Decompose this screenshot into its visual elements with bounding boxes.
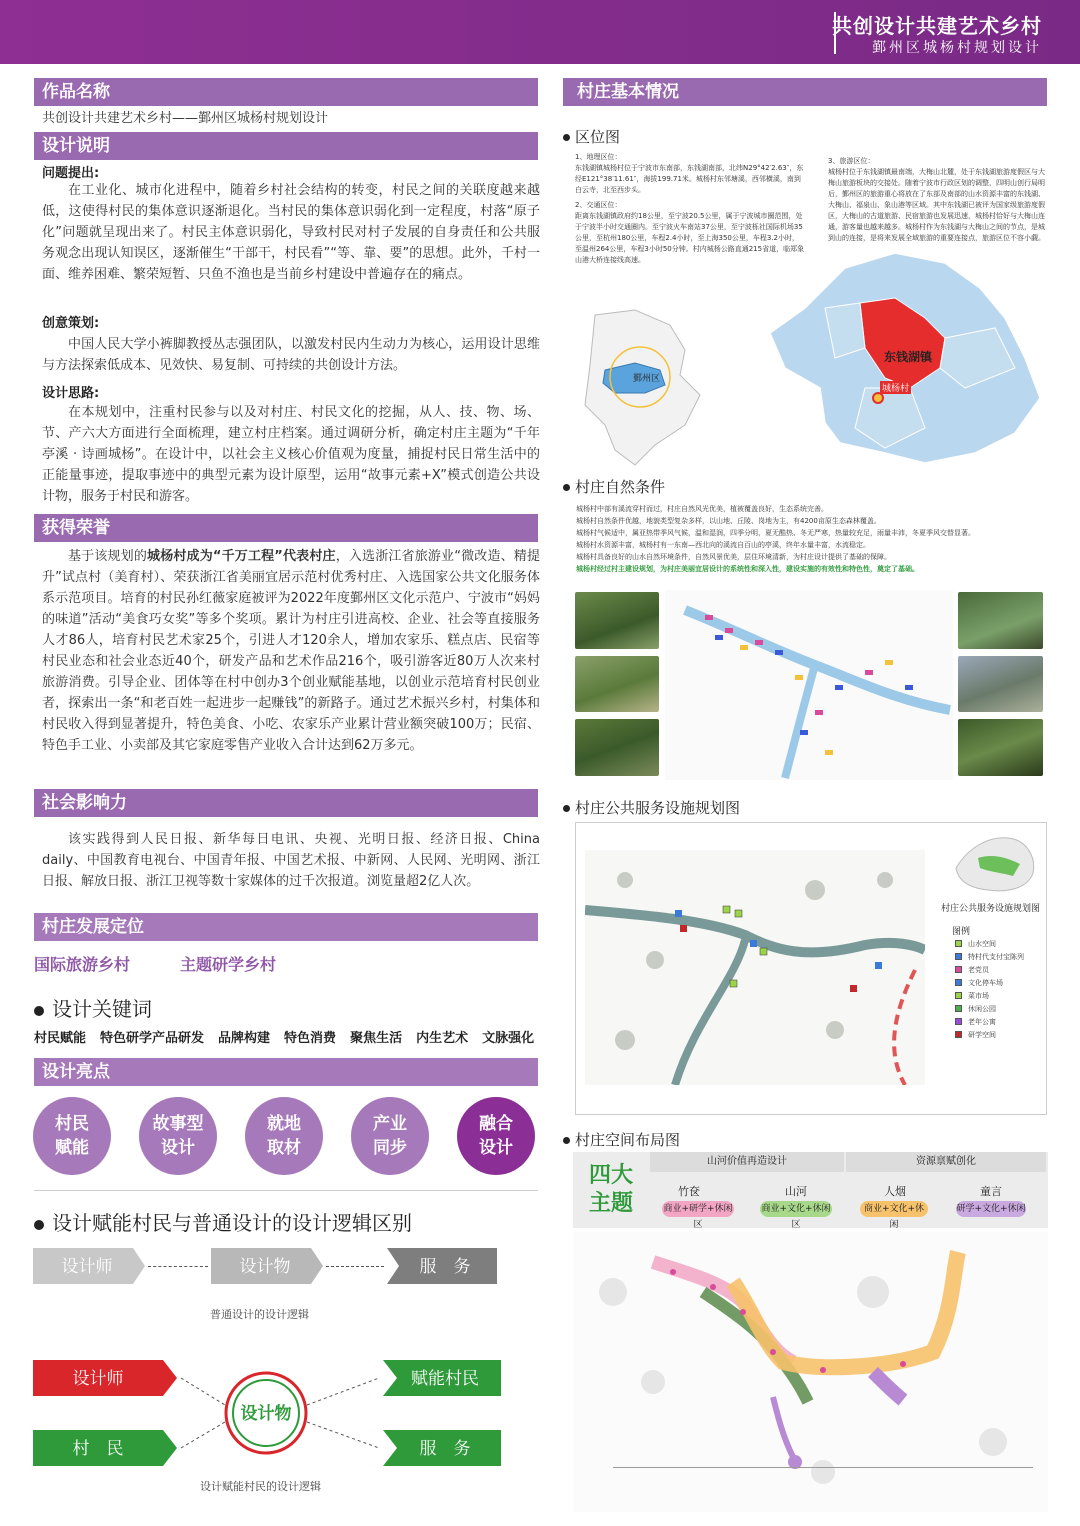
bullet-icon	[34, 1006, 44, 1016]
public-service-map	[585, 850, 925, 1085]
facility-marker	[850, 985, 857, 992]
nature-photo	[575, 592, 659, 649]
theme-name: 竹奁	[678, 1185, 700, 1198]
nature-photo	[575, 719, 659, 776]
village-marker	[873, 393, 883, 403]
honor-text: 基于该规划的城杨村成为“千万工程”代表村庄，入选浙江省旅游业“微改造、精提升”试点村（美育村）、荣获浙江省美丽宜居示范村优秀村庄、入选国家公共文化服务体系示范项目。培育的村民孙红薇家庭被评为2022年度鄞州区文化示范户、宁波市“妈妈的味道”活动“美食巧女奖”等多个奖项。累计为村庄引进高校、企业、社会等直接服务人才86人，培育村民艺术家25个，引进人才120余人，增加农家乐、糕点店、民宿等村民业态和社会业态近40个，研发产品和艺术作品216个，吸引游客近80万人次来村旅游消费。引导企业、团体等在村中创办3个创业赋能基地，以创业示范培育村民创业者，探索出一条“和老百姓一起进步一起赚钱”的新路子。通过艺术振兴乡村，村集体和村民收入得到显著提升，特色美食、小吃、农家乐产业累计营业额突破100万；民宿、特色手工业、小卖部及其它家庭零售产业收入合计达到62万多元。	[42, 549, 540, 753]
bullet-icon	[563, 134, 570, 141]
honor-highlight: 城杨村成为“千万工程”代表村庄	[147, 549, 336, 564]
facility-marker	[735, 910, 742, 917]
facility-marker	[723, 906, 730, 913]
nature-title: 村庄自然条件	[563, 476, 665, 497]
legend-swatch	[955, 953, 962, 960]
node-marker	[670, 1269, 676, 1275]
region-map	[575, 305, 715, 470]
tree-shape	[857, 1276, 889, 1308]
highlights-heading: 设计亮点	[34, 1058, 538, 1086]
legend-swatch	[955, 1018, 962, 1025]
design-heading: 设计说明	[34, 132, 538, 160]
tree-shape	[979, 1428, 1007, 1456]
normal-logic-designer: 设计师	[61, 1257, 113, 1277]
building-block	[835, 685, 843, 690]
theme-tag: 研学+文化+休闲	[956, 1201, 1026, 1217]
theme-group-1: 山河价值再造设计	[650, 1152, 844, 1172]
village-label: 城杨村	[880, 381, 911, 394]
building-block	[905, 685, 913, 690]
node-marker	[770, 1349, 776, 1355]
positioning-heading: 村庄发展定位	[34, 913, 538, 941]
tree-shape	[826, 1021, 844, 1039]
building-block	[775, 650, 783, 655]
legend-swatch	[955, 940, 962, 947]
legend-item: 山水空间	[955, 937, 1024, 950]
normal-logic-service: 服 务	[419, 1257, 471, 1277]
public-title: 村庄公共服务设施规划图	[563, 797, 740, 818]
tree-shape	[599, 1278, 627, 1306]
nature-photo	[575, 656, 659, 712]
inset-title: 村庄公共服务设施规划图	[941, 904, 1041, 914]
node-marker	[710, 1284, 716, 1290]
building-block	[795, 675, 803, 680]
impact-heading: 社会影响力	[34, 789, 538, 817]
building-block	[885, 660, 893, 665]
legend-item: 特村代支付宝陈列	[955, 950, 1024, 963]
dashed-connector	[148, 1266, 208, 1267]
node-marker	[788, 1455, 802, 1469]
header-subtitle: 鄞州区城杨村规划设计	[872, 40, 1042, 56]
inset-map	[948, 828, 1040, 898]
tour-location-text: 3、旅游区位： 城杨村位于东钱湖镇最南端，大梅山北麓，处于东钱湖旅游度假区与大梅山旅游板块的交接处。随着宁波市行政区划的调整，四明山创行局明后，鄞州区的旅游重心将放在了东部及南部的山水资源丰富的东钱湖、大梅山、福泉山、象山港等区域。其中东钱湖已被评为国家级旅游度假区，大梅山的古道旅游、民宿旅游也发展迅速，城杨村恰好与大梅山连通，游客量也越来越多。城杨村作为东钱湖与大梅山之间的节点，是城到山的连接，是将来发展全域旅游的重要连接点，旅游区位不容小觑。	[828, 157, 1045, 242]
plan-text: 中国人民大学小裤脚教授丛志强团队，以激发村民内生动力为核心，运用设计思维与方法探索低成本、见效快、易复制、可持续的共创设计方法。	[42, 337, 540, 373]
problem-text: 在工业化、城市化进程中，随着乡村社会结构的转变，村民之间的关联度越来越低，这使得村民的集体意识逐渐退化。当村民的集体意识弱化到一定程度，村落“原子化”问题就呈现出来了。村民主体意识弱化，导致村民对村子发展的自身责任和公共服务观念出现认知误区，逐渐催生“干部干，村民看”“等、靠、要”的思想。此外，千村一面、维养困难、繁荣短暂、只鱼不渔也是当前乡村建设中普遍存在的痛点。	[42, 183, 540, 282]
location-title: 区位图	[563, 126, 620, 147]
spatial-layout-map	[573, 1232, 1048, 1512]
geo-location-text: 1、地理区位： 东钱湖镇城杨村位于宁波市东南部，东钱湖南部，北纬N29°42′2.63″，东经E121°38′11.61″，海拔199.71米。城杨村东邻塘溪，西邻横溪，南到白云寺，北至西步头。	[575, 153, 804, 194]
tree-shape	[641, 1370, 665, 1394]
highlight-circle: 村民 赋能	[33, 1097, 111, 1175]
map-background	[585, 850, 925, 1085]
positioning-item-1: 国际旅游乡村	[34, 955, 131, 974]
header-title: 共创设计共建艺术乡村	[832, 14, 1042, 38]
highlight-circle: 就地 取材	[245, 1097, 323, 1175]
legend-swatch	[955, 992, 962, 999]
theme-tag: 商业+文化+休闲	[860, 1201, 928, 1217]
legend-swatch	[955, 966, 962, 973]
bullet-icon	[34, 1220, 44, 1230]
logic-title: 设计赋能村民与普通设计的设计逻辑区别	[34, 1207, 412, 1236]
plan-label: 创意策划:	[42, 316, 100, 331]
facility-marker	[730, 980, 737, 987]
positioning-item-2: 主题研学乡村	[180, 955, 277, 974]
legend-swatch	[955, 1005, 962, 1012]
facility-marker	[760, 948, 767, 955]
basic-heading: 村庄基本情况	[563, 78, 1047, 106]
legend-item: 休闲公园	[955, 1002, 1024, 1015]
problem-label: 问题提出:	[42, 166, 100, 181]
keywords-list	[34, 1027, 534, 1046]
legend-list	[955, 937, 1024, 1041]
facility-marker	[680, 925, 687, 932]
theme-label: 四大主题	[588, 1163, 633, 1216]
theme-name: 山河	[785, 1185, 807, 1198]
work-name-heading: 作品名称	[34, 78, 538, 106]
spatial-title: 村庄空间布局图	[563, 1129, 680, 1150]
building-block	[725, 628, 733, 633]
legend-divider	[613, 1467, 1033, 1468]
idea-label: 设计思路:	[42, 386, 100, 401]
keyword-item: 特色研学产品研发	[100, 1031, 205, 1046]
empower-logic-designer: 设计师	[72, 1369, 124, 1389]
keyword-item: 内生艺术	[416, 1031, 469, 1046]
empower-logic-result: 赋能村民	[411, 1369, 479, 1389]
legend-item: 老年公寓	[955, 1015, 1024, 1028]
tree-shape	[617, 872, 633, 888]
building-block	[865, 670, 873, 675]
empower-logic-object: 设计物	[240, 1404, 292, 1424]
theme-tag: 商业+文化+休闲区	[760, 1201, 832, 1217]
dashed-connector	[181, 1422, 225, 1448]
empower-logic-villager: 村 民	[72, 1439, 124, 1459]
keyword-item: 特色消费	[284, 1031, 337, 1046]
legend-item: 研学空间	[955, 1028, 1024, 1041]
keyword-item: 文脉强化	[482, 1031, 535, 1046]
building-block	[815, 710, 823, 715]
bullet-icon	[563, 805, 570, 812]
impact-text: 该实践得到人民日报、新华每日电讯、央视、光明日报、经济日报、China daily、中国教育电视台、中国青年报、中国艺术报、中新网、人民网、光明网、浙江日报、解放日报、浙江卫视等数十家媒体的过千次报道。浏览量超2亿人次。	[42, 832, 540, 889]
dashed-connector	[307, 1378, 379, 1405]
dashed-connector	[181, 1378, 225, 1405]
honor-heading: 获得荣誉	[34, 514, 538, 542]
node-marker	[740, 1309, 746, 1315]
bullet-icon	[563, 1137, 570, 1144]
facility-marker	[875, 962, 882, 969]
legend-swatch	[955, 1031, 962, 1038]
idea-text: 在本规划中，注重村民参与以及对村庄、村民文化的挖掘，从人、技、物、场、节、产六大方面进行全面梳理，建立村庄档案。通过调研分析，确定村庄主题为“千年亭溪 · 诗画城杨”。在设计中，以社会主义核心价值观为度量，捕捉村民日常生活中的正能量事迹，提取事迹中的典型元素为设计原型，运用“故事元素+X”模式创造公共设计物，服务于村民和游客。	[42, 405, 540, 504]
highlight-circle: 故事型 设计	[139, 1097, 217, 1175]
nature-text: 城杨村中部有溪流穿村而过，村庄自然风光优美，植被覆盖良好，生态系统完善。 城杨村自然条件优越，地貌类型复杂多样，以山地、丘陵、岗地为主，有4200亩原生态森林覆盖。 城杨村气候适中，属亚热带季风气候，温和湿润，四季分明，夏无酷热、冬无严寒，热量较充足，雨量丰沛，冬夏季风交替显著。 城杨村水资源丰富，城杨村有一东南—西北向的溪流自百山的亭溪，终年水量丰富，水流稳定。 城杨村具备良好的山水自然环境条件，自然风景优美，层住环境清新，为村庄设计提供了基础的保障。 城杨村经过村主建设规划，为村庄美丽宜居设计的系统性和深入性，建设实施的有效性和特色性，奠定了基础。	[576, 505, 975, 573]
nature-photo	[958, 719, 1043, 776]
theme-tag: 商业+研学+休闲区	[662, 1201, 734, 1217]
legend-item: 文化停车场	[955, 976, 1024, 989]
dashed-connector	[307, 1422, 379, 1448]
town-label: 东钱湖镇	[884, 350, 933, 364]
theme-name: 童言	[980, 1185, 1002, 1198]
tree-shape	[805, 880, 825, 900]
theme-group-2: 资源禀赋创化	[846, 1152, 1046, 1172]
node-marker	[900, 1361, 906, 1367]
building-block	[740, 645, 748, 650]
district-label: 鄞州区	[633, 374, 661, 384]
node-marker	[820, 1367, 826, 1373]
legend-item: 菜市场	[955, 989, 1024, 1002]
legend-swatch	[955, 979, 962, 986]
nature-photo	[958, 592, 1043, 649]
legend-title: 图例	[952, 927, 971, 937]
normal-logic-object: 设计物	[239, 1257, 291, 1277]
tree-shape	[811, 1460, 835, 1484]
empower-logic-service: 服 务	[419, 1439, 471, 1459]
work-name-text: 共创设计共建艺术乡村——鄞州区城杨村规划设计	[42, 111, 329, 126]
keywords-title: 设计关键词	[34, 993, 152, 1022]
keyword-item: 聚焦生活	[350, 1031, 403, 1046]
normal-logic-caption: 普通设计的设计逻辑	[210, 1308, 309, 1321]
tree-shape	[877, 872, 893, 888]
empower-logic-caption: 设计赋能村民的设计逻辑	[200, 1480, 321, 1493]
facility-marker	[750, 940, 757, 947]
building-block	[755, 640, 763, 645]
highlight-circle: 融合 设计	[457, 1097, 535, 1175]
building-block	[825, 750, 833, 755]
theme-name: 人烟	[884, 1185, 906, 1198]
dashed-connector	[326, 1266, 384, 1267]
highlight-circle: 产业 同步	[351, 1097, 429, 1175]
building-block	[800, 730, 808, 735]
tree-shape	[646, 951, 664, 969]
tree-shape	[615, 1030, 635, 1050]
village-master-plan	[665, 590, 953, 780]
building-block	[705, 615, 713, 620]
keyword-item: 村民赋能	[34, 1031, 87, 1046]
keyword-item: 品牌构建	[218, 1031, 271, 1046]
bullet-icon	[563, 484, 570, 491]
facility-marker	[675, 910, 682, 917]
legend-item: 老党员	[955, 963, 1024, 976]
header-bar	[0, 0, 1080, 64]
divider	[34, 1190, 538, 1191]
traffic-location-text: 2、交通区位： 距离东钱湖镇政府约18公里，至宁波20.5公里，属于宁波城市圈范围，处于宁波半小时交通圈内。至宁波火车南站37公里，至宁波栎社国际机场35公里，至杭州180公里，车程2.4小时，至上海350公里，车程3.2小时，至温州264公里，车程3小时50分钟。村内城杨公路直通215省道，临郑象山港大桥连接线高速。	[575, 201, 805, 264]
building-block	[715, 635, 723, 640]
nature-photo	[958, 656, 1043, 712]
